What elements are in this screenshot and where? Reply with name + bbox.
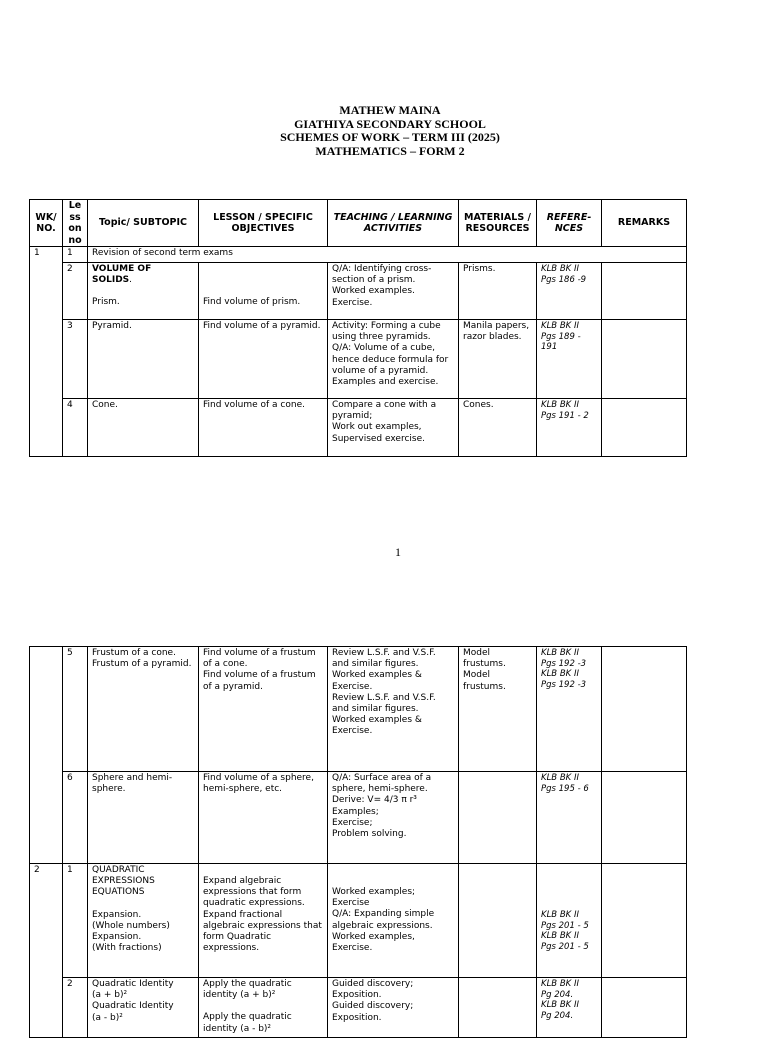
objective-text: Expand algebraic expressions that form quadratic expressions. Expand fractional algebraic expressions that form Quadratic expressions. — [203, 876, 322, 954]
references-cell: KLB BK II Pg 204. KLB BK II Pg 204. — [537, 978, 602, 1038]
lesson-cell: 2 — [63, 978, 88, 1038]
references-cell — [537, 864, 602, 978]
activities-cell: Review L.S.F. and V.S.F. and similar figures. Worked examples & Exercise. Review L.S.F. and V.S.F. and similar figures. Worked examples & Exercise. — [328, 647, 459, 772]
references-cell: KLB BK II Pgs 195 - 6 — [537, 772, 602, 864]
remarks-cell — [602, 864, 687, 978]
week-cell: 2 — [30, 864, 63, 1038]
materials-cell: Cones. — [459, 399, 537, 457]
activity-text: Worked examples; Exercise Q/A: Expanding simple algebraic expressions. Worked examples, Exercise. — [332, 887, 435, 954]
references-cell: KLB BK II Pgs 186 -9 — [537, 263, 602, 320]
table-header-row — [30, 200, 687, 247]
lesson-cell: 5 — [63, 647, 88, 772]
col-lesson: Le ss on no — [63, 200, 88, 247]
materials-cell: Prisms. — [459, 263, 537, 320]
topic-cell: Cone. — [88, 399, 199, 457]
reference-text: KLB BK II Pgs 201 - 5 KLB BK II Pgs 201 - 5 — [541, 910, 589, 952]
topic-cell: Sphere and hemi-sphere. — [88, 772, 199, 864]
subject-title: MATHEMATICS – FORM 2 — [315, 143, 465, 158]
objectives-cell: Find volume of a cone. — [199, 399, 328, 457]
table-row — [30, 772, 687, 864]
materials-cell — [459, 978, 537, 1038]
remarks-cell — [602, 263, 687, 320]
objectives-cell — [199, 864, 328, 978]
objectives-cell — [199, 978, 328, 1038]
objectives-cell: Find volume of a frustum of a cone. Find volume of a frustum of a pyramid. — [199, 647, 328, 772]
week-cell — [30, 647, 63, 864]
col-topic: Topic/ SUBTOPIC — [88, 200, 199, 247]
activities-cell: Compare a cone with a pyramid; Work out examples, Supervised exercise. — [328, 399, 459, 457]
remarks-cell — [602, 647, 687, 772]
references-cell: KLB BK II Pgs 191 - 2 — [537, 399, 602, 457]
activities-cell: Q/A: Identifying cross-section of a prism. Worked examples. Exercise. — [328, 263, 459, 320]
table-row — [30, 864, 687, 978]
topic-cell: Quadratic Identity (a + b)² Quadratic Identity (a - b)² — [88, 978, 199, 1038]
activities-cell: Guided discovery; Exposition. Guided discovery; Exposition. — [328, 978, 459, 1038]
lesson-cell: 1 — [63, 247, 88, 263]
week-cell: 1 — [30, 247, 63, 457]
table-row — [30, 978, 687, 1038]
remarks-cell — [602, 320, 687, 399]
materials-cell — [459, 772, 537, 864]
materials-cell — [459, 864, 537, 978]
topic-heading-period: . — [129, 275, 133, 286]
topic-heading: QUADRATIC EXPRESSIONS EQUATIONS — [92, 865, 155, 898]
scheme-table-page-1 — [29, 199, 687, 457]
objectives-cell: Find volume of a pyramid. — [199, 320, 328, 399]
col-materials: MATERIALS / RESOURCES — [459, 200, 537, 247]
table-row — [30, 263, 687, 320]
remarks-cell — [602, 399, 687, 457]
references-cell: KLB BK II Pgs 189 - 191 — [537, 320, 602, 399]
topic-heading: VOLUME OF SOLIDS — [92, 264, 152, 286]
materials-cell: Model frustums. Model frustums. — [459, 647, 537, 772]
objective-text: Apply the quadratic identity (a + b)² — [203, 979, 292, 1001]
col-references: REFERE- NCES — [537, 200, 602, 247]
table-row — [30, 247, 687, 263]
table-row — [30, 647, 687, 772]
activities-cell: Activity: Forming a cube using three pyramids. Q/A: Volume of a cube, hence deduce formula for volume of a pyramid. Examples and exercise. — [328, 320, 459, 399]
document-header — [0, 104, 768, 158]
scheme-table-page-2 — [29, 646, 687, 1038]
materials-cell: Manila papers, razor blades. — [459, 320, 537, 399]
revision-cell: Revision of second term exams — [88, 247, 687, 263]
lesson-cell: 2 — [63, 263, 88, 320]
topic-cell — [88, 263, 199, 320]
col-week: WK/ NO. — [30, 200, 63, 247]
objectives-cell — [199, 263, 328, 320]
table-row — [30, 320, 687, 399]
lesson-cell: 6 — [63, 772, 88, 864]
col-activities: TEACHING / LEARNING ACTIVITIES — [328, 200, 459, 247]
col-remarks: REMARKS — [602, 200, 687, 247]
page-number: 1 — [395, 545, 401, 559]
school-name: GIATHIYA SECONDARY SCHOOL — [294, 116, 486, 131]
topic-cell — [88, 864, 199, 978]
subtopic: Prism. — [92, 297, 120, 308]
teacher-name: MATHEW MAINA — [339, 103, 441, 117]
references-cell: KLB BK II Pgs 192 -3 KLB BK II Pgs 192 -3 — [537, 647, 602, 772]
topic-cell: Frustum of a cone. Frustum of a pyramid. — [88, 647, 199, 772]
topic-cell: Pyramid. — [88, 320, 199, 399]
lesson-cell: 4 — [63, 399, 88, 457]
objectives-cell: Find volume of a sphere, hemi-sphere, etc. — [199, 772, 328, 864]
remarks-cell — [602, 978, 687, 1038]
subtopic: Expansion. (Whole numbers) Expansion. (With fractions) — [92, 909, 170, 954]
table-row — [30, 399, 687, 457]
scheme-title: SCHEMES OF WORK – TERM III (2025) — [280, 130, 500, 144]
objective-text: Find volume of prism. — [203, 297, 301, 307]
lesson-cell: 3 — [63, 320, 88, 399]
lesson-cell: 1 — [63, 864, 88, 978]
remarks-cell — [602, 772, 687, 864]
activities-cell: Q/A: Surface area of a sphere, hemi-sphere. Derive: V= 4/3 π r³ Examples; Exercise; Problem solving. — [328, 772, 459, 864]
objective-text: Apply the quadratic identity (a - b)² — [203, 1012, 292, 1034]
col-objectives: LESSON / SPECIFIC OBJECTIVES — [199, 200, 328, 247]
activities-cell — [328, 864, 459, 978]
